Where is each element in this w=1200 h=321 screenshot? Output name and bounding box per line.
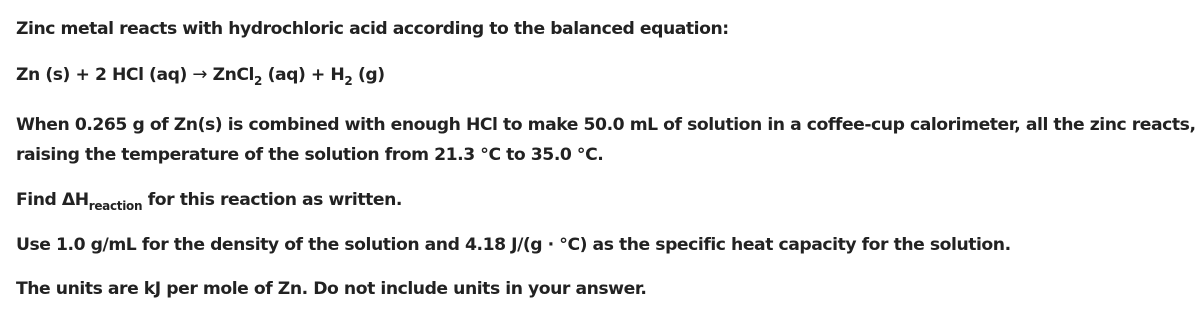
intro-text: Zinc metal reacts with hydrochloric acid according to the balanced equation: — [16, 19, 729, 39]
reaction-arrow-icon: → — [192, 64, 208, 85]
zncl-subscript: 2 — [253, 74, 263, 88]
equation-gas: (g) — [352, 65, 385, 85]
equation-zncl: ZnCl — [207, 65, 254, 85]
setup-text: When 0.265 g of Zn(s) is combined with enough HCl to make 50.0 mL of solution in a coffee-cup calorimeter, all the zinc reacts, raising the temperature of the solution from 21.3 °C to 35.0 °C. — [16, 115, 1196, 165]
equation-aq-h: (aq) + H — [262, 65, 345, 85]
reaction-subscript: reaction — [88, 199, 143, 213]
use-instruction: Use 1.0 g/mL for the density of the solution and 4.18 J/(g · °C) as the specific heat capacity for the solution. — [16, 235, 1011, 255]
find-instruction — [16, 188, 1200, 213]
units-instruction: The units are kJ per mole of Zn. Do not include units in your answer. — [16, 279, 647, 299]
equation-reactants: Zn (s) + 2 HCl (aq) — [16, 65, 193, 85]
find-after: for this reaction as written. — [142, 190, 402, 210]
balanced-equation — [16, 63, 1200, 88]
find-before: Find ΔH — [16, 190, 89, 210]
h-subscript: 2 — [344, 74, 353, 88]
